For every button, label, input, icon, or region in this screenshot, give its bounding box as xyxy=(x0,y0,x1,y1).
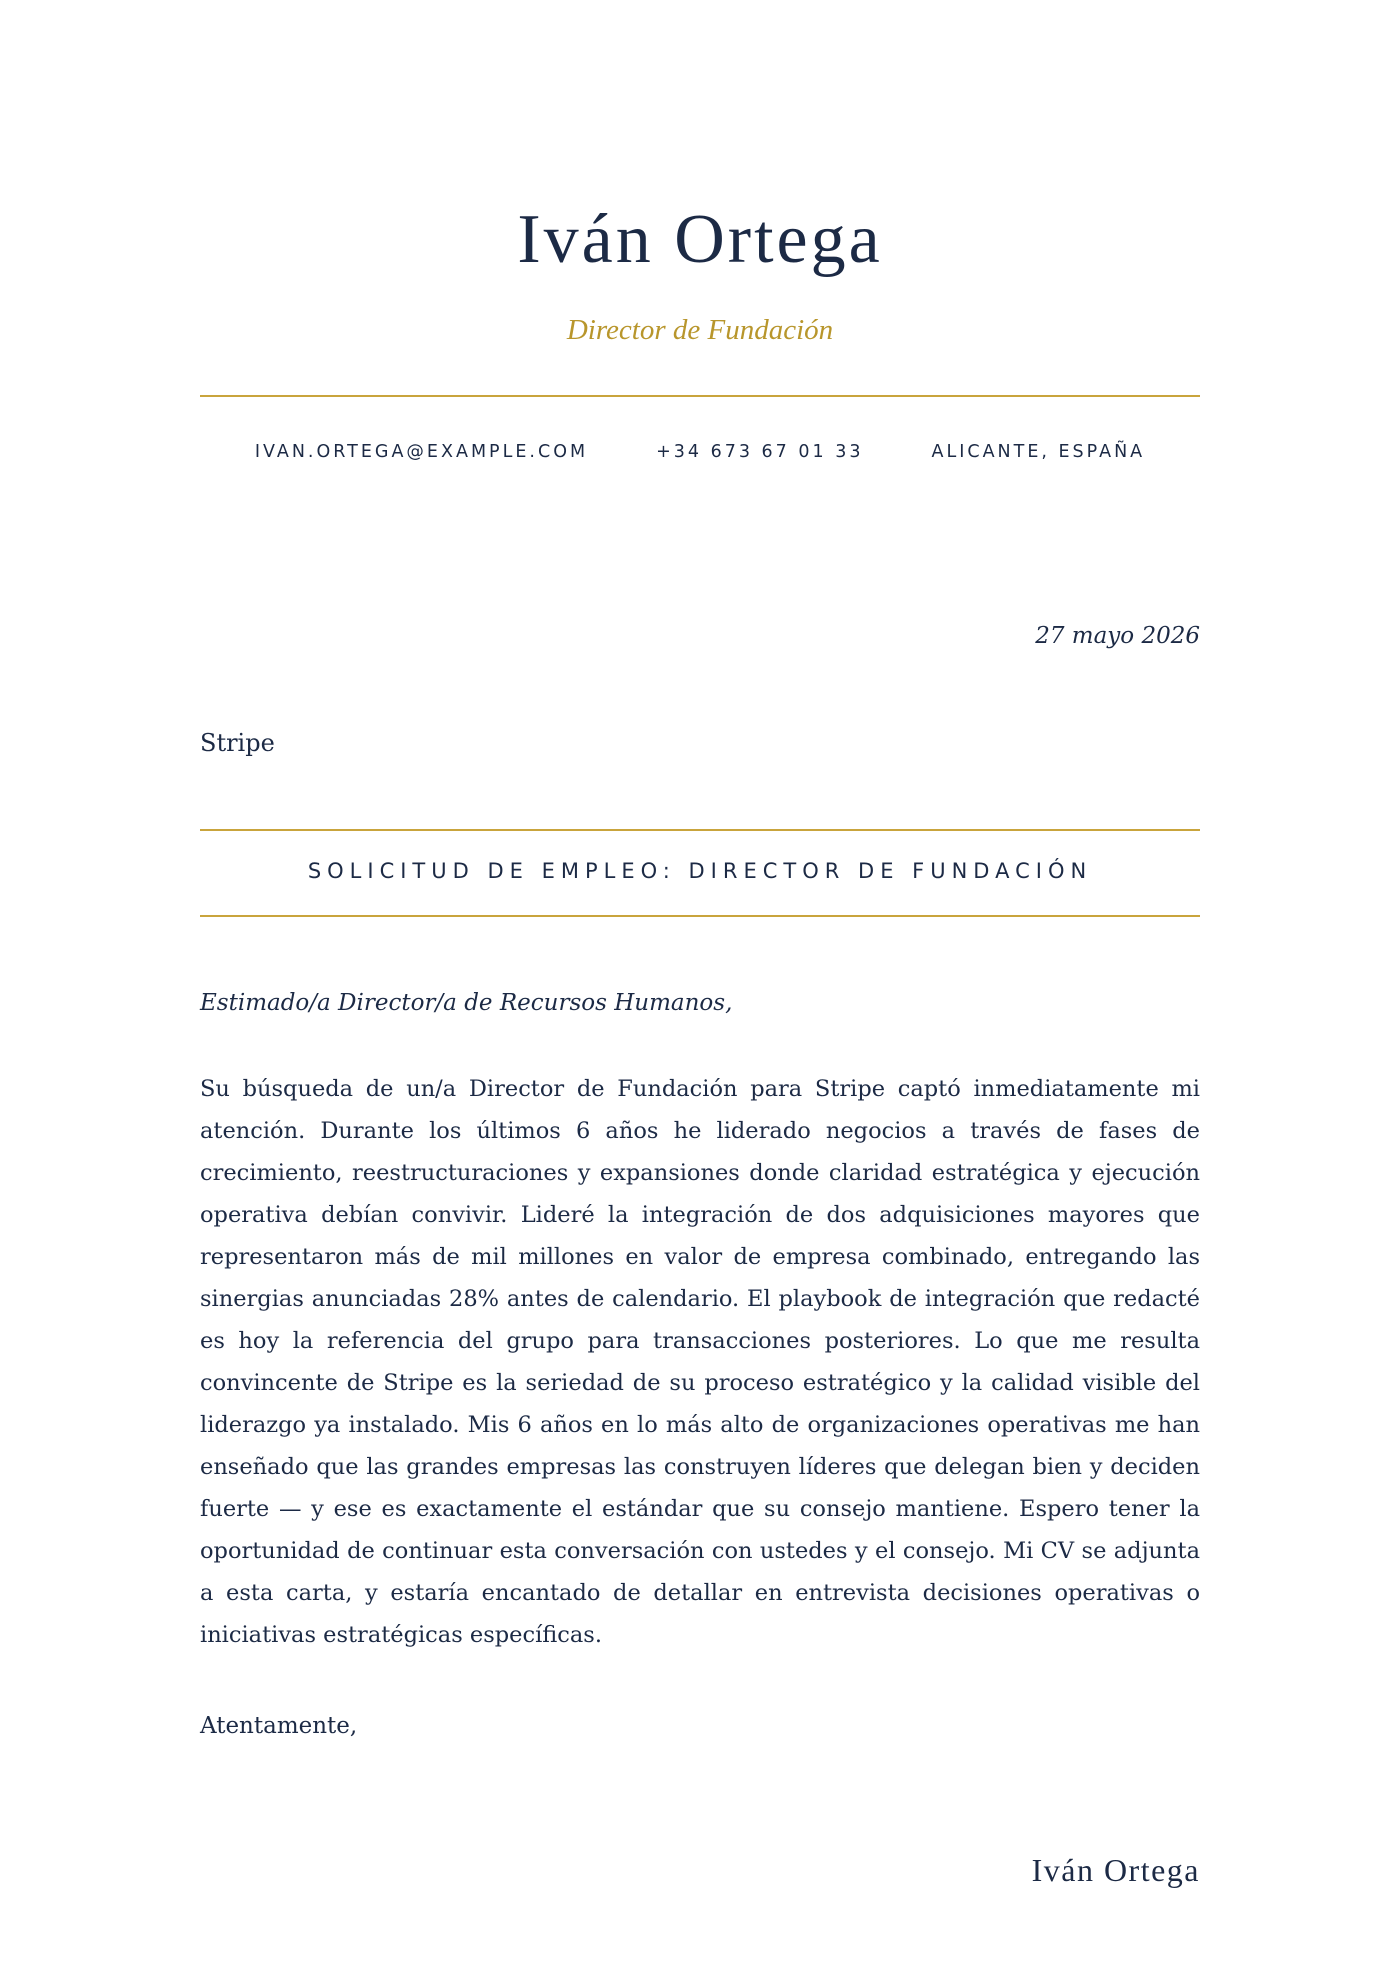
applicant-title: Director de Fundación xyxy=(566,314,834,346)
contact-info xyxy=(200,440,1200,464)
subject-line: SOLICITUD DE EMPLEO: DIRECTOR DE FUNDACIÓN xyxy=(307,859,1093,883)
applicant-name: Iván Ortega xyxy=(517,201,883,278)
subject-bottom-divider xyxy=(200,915,1200,917)
contact-phone: +34 673 67 01 33 xyxy=(656,442,864,462)
header-divider xyxy=(200,395,1200,397)
recipient-company: Stripe xyxy=(200,729,275,757)
closing: Atentamente, xyxy=(200,1713,358,1739)
letter-body: Su búsqueda de un/a Director de Fundación para Stripe captó inmediatamente mi atención. Durante los últimos 6 años he liderado negocios a través de fases de crecimiento, reestructuraciones y expansiones donde claridad estratégica y ejecución operativa debían convivir. Lideré la integración de dos adquisiciones mayores que representaron más de mil millones en valor de empresa combinado, entregando las sinergias anunciadas 28% antes de calendario. El playbook de integración que redacté es hoy la referencia del grupo para transacciones posteriores. Lo que me resulta convincente de Stripe es la seriedad de su proceso estratégico y la calidad visible del liderazgo ya instalado. Mis 6 años en lo más alto de organizaciones operativas me han enseñado que las grandes empresas las construyen líderes que delegan bien y deciden fuerte — y ese es exactamente el estándar que su consejo mantiene. Espero tener la oportunidad de continuar esta conversación con ustedes y el consejo. Mi CV se adjunta a esta carta, y estaría encantado de detallar en entrevista decisiones operativas o iniciativas estratégicas específicas. xyxy=(200,1076,1200,1648)
letter-date: 27 mayo 2026 xyxy=(1035,623,1200,649)
contact-location: ALICANTE, ESPAÑA xyxy=(931,442,1146,462)
contact-email: IVAN.ORTEGA@EXAMPLE.COM xyxy=(254,442,589,462)
signature: Iván Ortega xyxy=(1031,1852,1200,1888)
salutation: Estimado/a Director/a de Recursos Humanos, xyxy=(200,990,733,1016)
subject-top-divider xyxy=(200,829,1200,831)
